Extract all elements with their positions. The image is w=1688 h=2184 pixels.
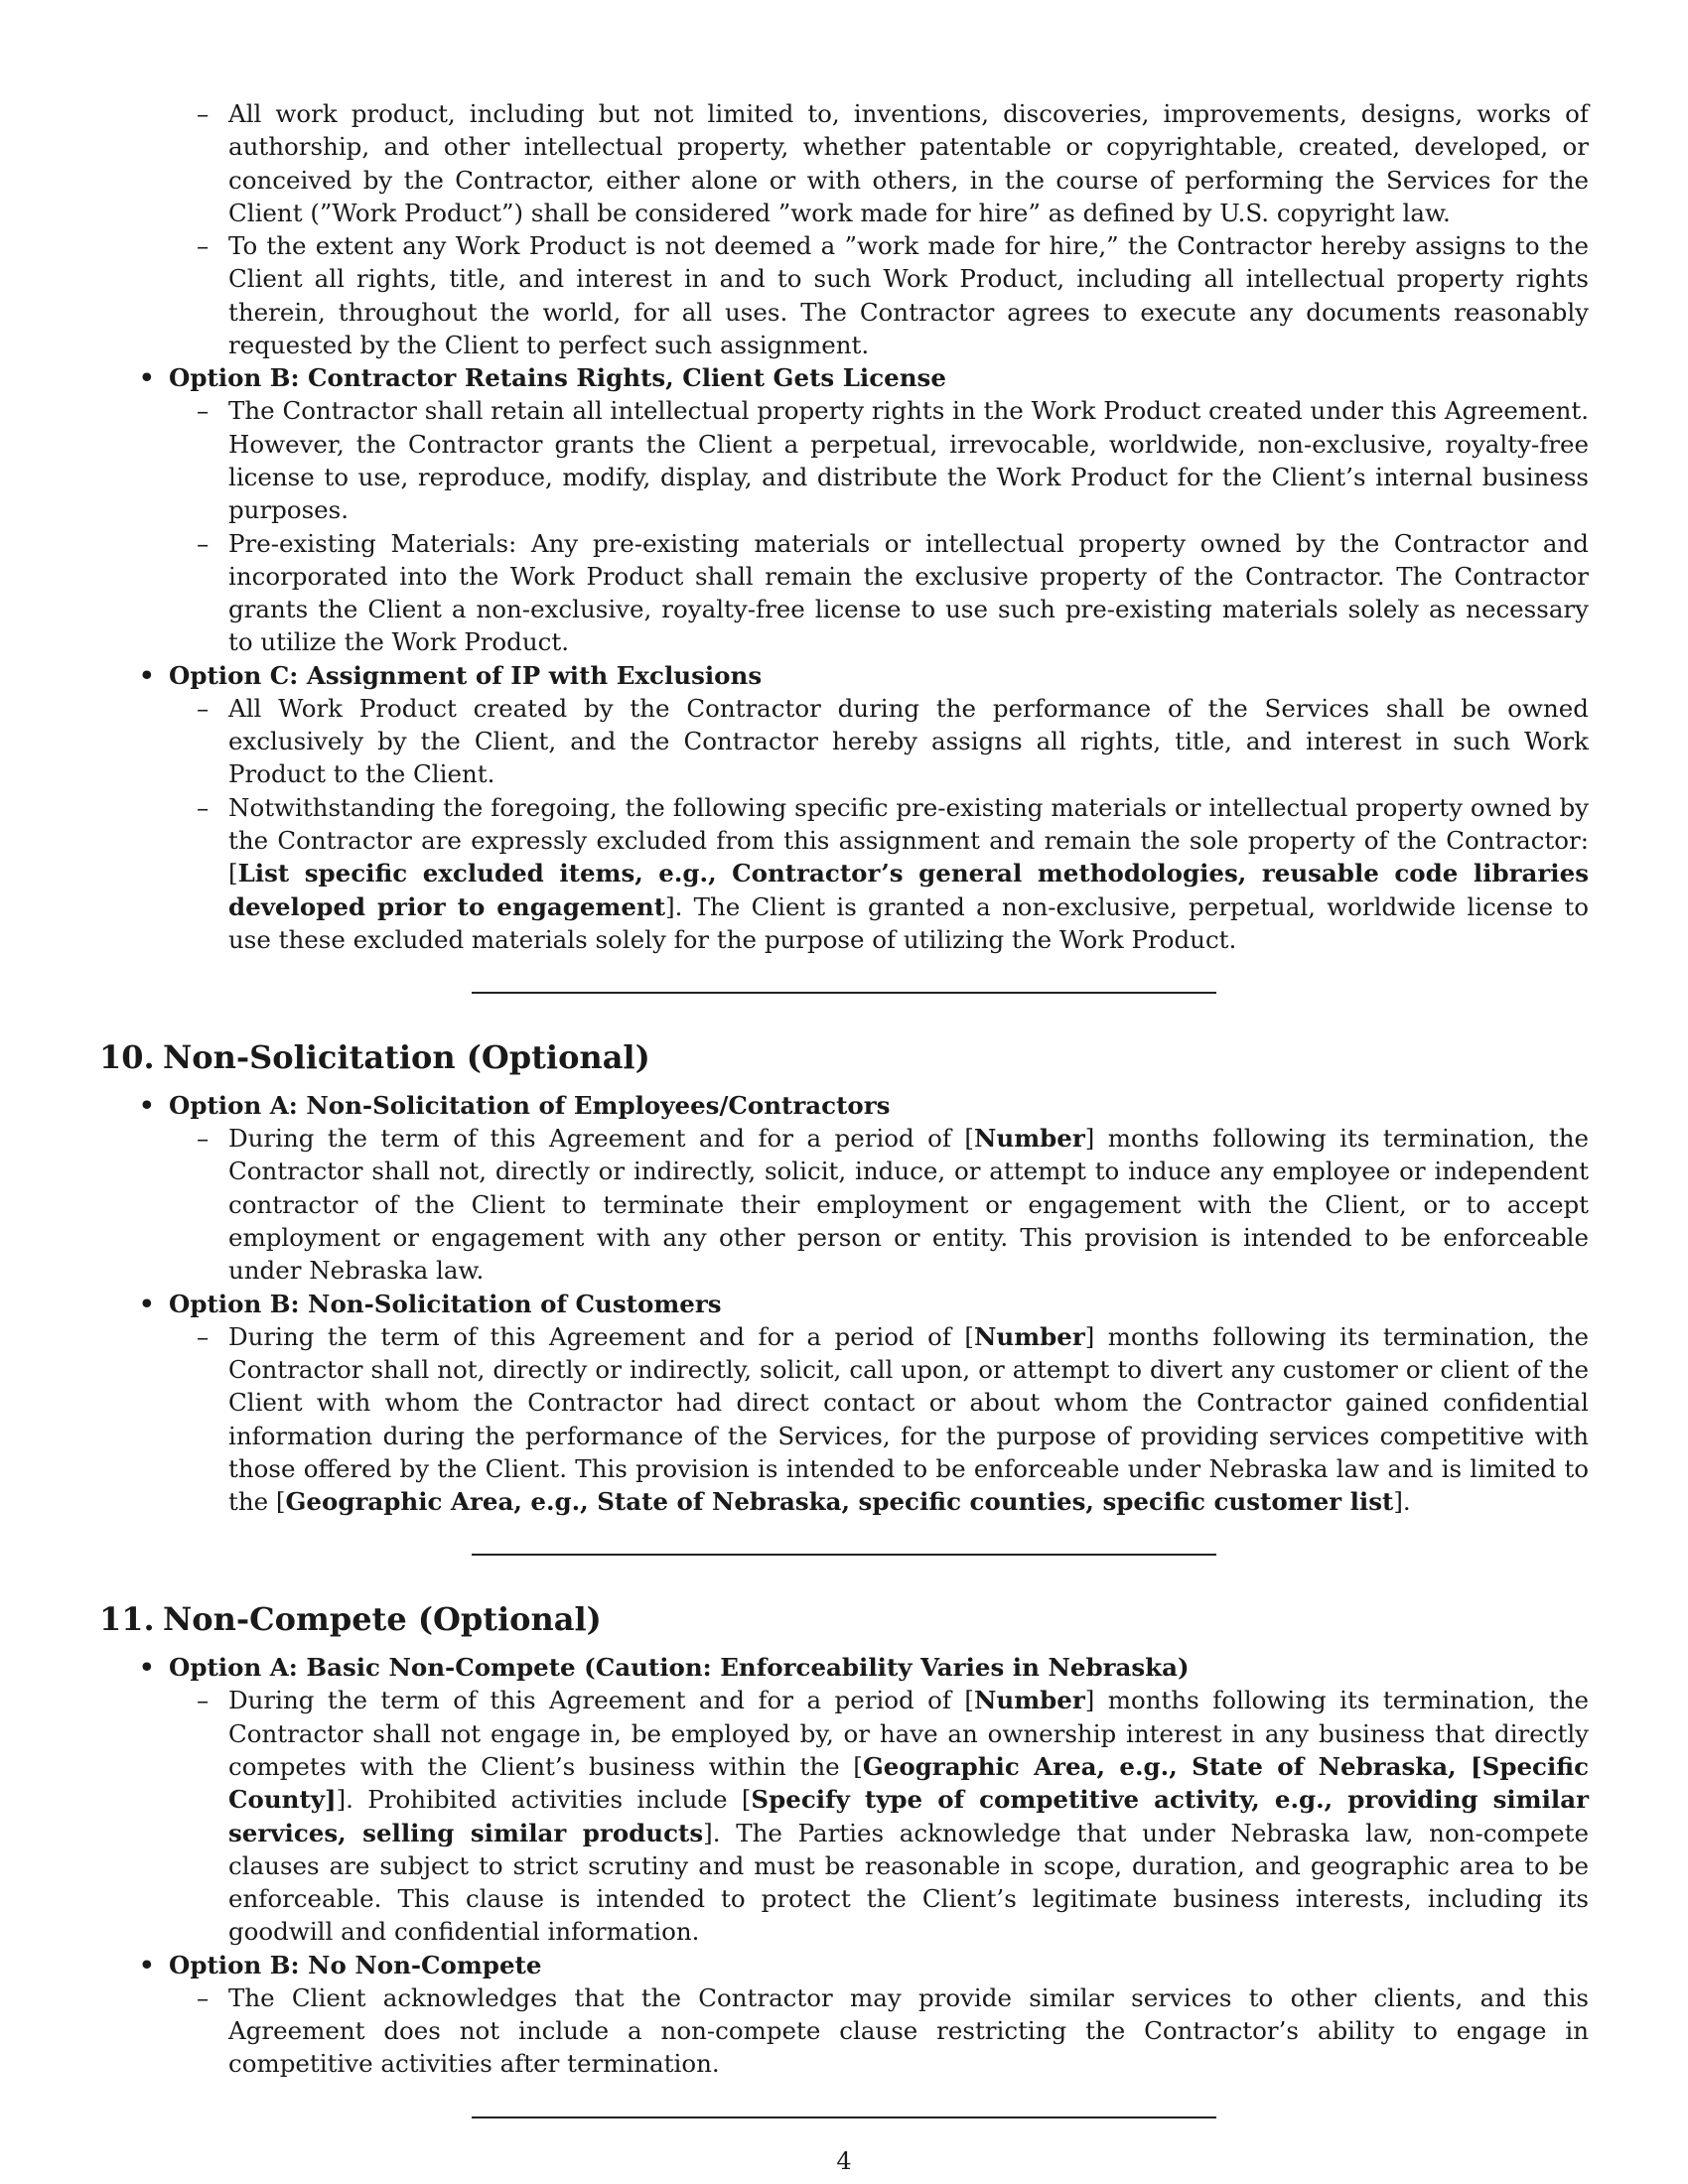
page-content: [99, 97, 1589, 2118]
list-item: – During the term of this Agreement and for a period of [Number] months following its termination, the Contractor shall not engage in, be employed by, or have an ownership interest in any business that directly competes with the Client’s business within the [Geographic Area, e.g., State of Nebraska, [Specific County]]. Prohibited activities include [Specify type of competitive activity, e.g., providing similar services, selling similar products]. The Parties acknowledge that under Nebraska law, non-compete clauses are subject to strict scrutiny and must be reasonable in scope, duration, and geographic area to be enforceable. This clause is intended to protect the Client’s legitimate business interests, including its goodwill and confidential information.: [197, 1686, 1589, 1947]
option-heading: • Option A: Non-Solicitation of Employees/Contractors: [139, 1091, 891, 1121]
placeholder-text: Number: [973, 1124, 1085, 1154]
list-item: – All Work Product created by the Contractor during the performance of the Services shall be owned exclusively by the Client, and the Contractor hereby assigns all rights, title, and interest in such Work Product to the Client.: [197, 693, 1589, 789]
page-number: 4: [836, 2147, 852, 2175]
list-item: – All work product, including but not limited to, inventions, discoveries, improvements, designs, works of authorship, and other intellectual property, whether patentable or copyrightable, created, developed, or conceived by the Contractor, either alone or with others, in the course of performing the Services for the Client (”Work Product”) shall be considered ”work made for hire” as defined by U.S. copyright law.: [197, 99, 1589, 227]
placeholder-text: Number: [973, 1686, 1085, 1715]
option-heading: • Option A: Basic Non-Compete (Caution: Enforceability Varies in Nebraska): [139, 1653, 1190, 1683]
section-heading: 10. Non-Solicitation (Optional): [99, 1038, 650, 1077]
list-item: – During the term of this Agreement and for a period of [Number] months following its termination, the Contractor shall not, directly or indirectly, solicit, induce, or attempt to induce any employee or independent contractor of the Client to terminate their employment or engagement with the Client, or to accept employment or engagement with any other person or entity. This provision is intended to be enforceable under Nebraska law.: [197, 1124, 1589, 1286]
list-item: – The Client acknowledges that the Contractor may provide similar services to other clients, and this Agreement does not include a non-compete clause restricting the Contractor’s ability to engage in competitive activities after termination.: [197, 1982, 1589, 2079]
list-item: – The Contractor shall retain all intellectual property rights in the Work Product created under this Agreement. However, the Contractor grants the Client a perpetual, irrevocable, worldwide, non-exclusive, royalty-free license to use, reproduce, modify, display, and distribute the Work Product for the Client’s internal business purposes.: [197, 396, 1589, 525]
placeholder-text: Geographic Area, e.g., State of Nebraska, [Specific County]: [228, 1751, 1589, 1815]
section-heading: 11. Non-Compete (Optional): [99, 1600, 602, 1639]
placeholder-text: Number: [973, 1321, 1085, 1351]
option-heading: • Option C: Assignment of IP with Exclusions: [139, 660, 763, 690]
list-item: – Notwithstanding the foregoing, the following specific pre-existing materials or intellectual property owned by the Contractor are expressly excluded from this assignment and remain the sole property of the Contractor: [List specific excluded items, e.g., Contractor’s general methodologies, reusable code libraries developed prior to engagement]. The Client is granted a non-exclusive, perpetual, worldwide license to use these excluded materials solely for the purpose of utilizing the Work Product.: [197, 792, 1589, 954]
list-item: – Pre-existing Materials: Any pre-existing materials or intellectual property owned by the Contractor and incorporated into the Work Product shall remain the exclusive property of the Contractor. The Contractor grants the Client a non-exclusive, royalty-free license to use such pre-existing materials solely as necessary to utilize the Work Product.: [197, 528, 1589, 657]
list-item: – During the term of this Agreement and for a period of [Number] months following its termination, the Contractor shall not, directly or indirectly, solicit, call upon, or attempt to divert any customer or client of the Client with whom the Contractor had direct contact or about whom the Contractor gained confidential information during the performance of the Services, for the purpose of providing services competitive with those offered by the Client. This provision is intended to be enforceable under Nebraska law and is limited to the [Geographic Area, e.g., State of Nebraska, specific counties, specific customer list].: [197, 1321, 1589, 1517]
placeholder-text: List specific excluded items, e.g., Contractor’s general methodologies, reusable code libraries developed prior to engagement: [228, 859, 1589, 921]
option-heading: • Option B: Contractor Retains Rights, Client Gets License: [139, 363, 946, 393]
placeholder-text: Specify type of competitive activity, e.g., providing similar services, selling similar products: [228, 1785, 1589, 1847]
section-divider: [472, 2116, 1216, 2118]
list-item: – To the extent any Work Product is not deemed a ”work made for hire,” the Contractor hereby assigns to the Client all rights, title, and interest in and to such Work Product, including all intellectual property rights therein, throughout the world, for all uses. The Contractor agrees to execute any documents reasonably requested by the Client to perfect such assignment.: [197, 231, 1589, 360]
section-divider: [472, 992, 1216, 994]
option-heading: • Option B: Non-Solicitation of Customers: [139, 1289, 722, 1318]
section-divider: [472, 1554, 1216, 1556]
placeholder-text: Geographic Area, e.g., State of Nebraska, specific counties, specific customer list: [285, 1487, 1394, 1517]
option-heading: • Option B: No Non-Compete: [139, 1950, 542, 1979]
